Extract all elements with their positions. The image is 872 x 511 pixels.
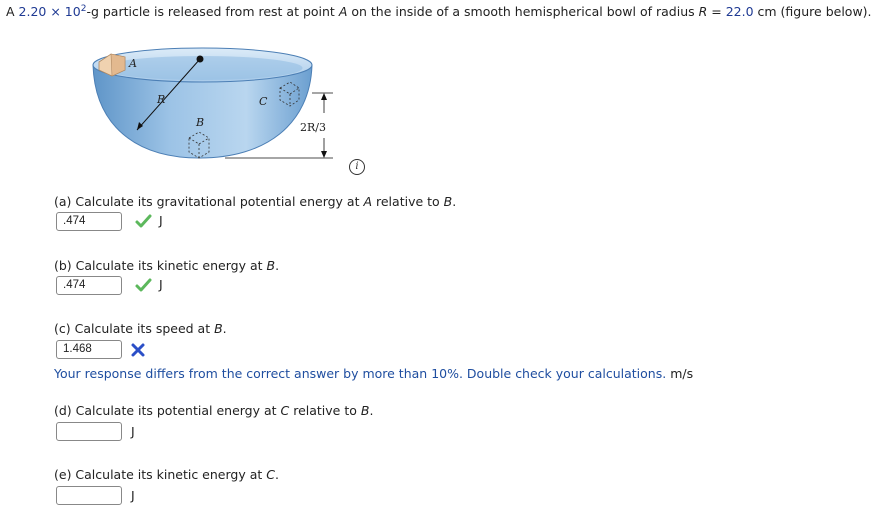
question-text: . — [274, 467, 279, 482]
check-icon — [136, 278, 151, 292]
answer-e-unit: J — [131, 488, 135, 503]
mass-value: 2.20 × 10 — [18, 4, 81, 20]
question-text: (e) Calculate its kinetic energy at — [54, 467, 267, 482]
question-text: . — [275, 258, 280, 273]
question-b — [54, 258, 279, 273]
question-text: relative to — [372, 194, 444, 209]
answer-a-unit: J — [159, 213, 163, 228]
question-e — [54, 467, 279, 482]
label-b: B — [196, 116, 205, 129]
answer-e-input[interactable] — [56, 486, 122, 505]
question-a — [54, 194, 456, 209]
mass-exponent: 2 — [80, 4, 87, 14]
cross-icon — [131, 343, 145, 357]
question-d — [54, 403, 373, 418]
question-point: C — [280, 403, 290, 418]
question-text: (c) Calculate its speed at — [54, 321, 215, 336]
question-point: C — [266, 467, 275, 482]
feedback-message — [54, 366, 693, 381]
label-height: 2R/3 — [300, 121, 326, 134]
problem-statement — [6, 4, 872, 19]
bowl-figure — [85, 40, 385, 185]
prompt-text: A — [6, 4, 19, 20]
answer-c-unit: m/s — [670, 366, 694, 381]
question-point: A — [363, 194, 373, 209]
prompt-text: -g particle is released from rest at point — [86, 4, 339, 20]
question-text: . — [222, 321, 227, 336]
question-text: . — [369, 403, 374, 418]
radius-symbol: R — [698, 4, 708, 20]
label-c: C — [259, 95, 268, 108]
question-point: B — [214, 321, 223, 336]
answer-c-input[interactable]: 1.468 — [56, 340, 122, 359]
info-icon[interactable]: i — [349, 159, 365, 175]
question-text: (a) Calculate its gravitational potential energy at — [54, 194, 364, 209]
prompt-text: on the inside of a smooth hemispherical bowl of radius — [347, 4, 699, 20]
answer-b-input[interactable]: .474 — [56, 276, 122, 295]
radius-value: 22.0 — [725, 4, 754, 20]
question-text: . — [452, 194, 457, 209]
question-text: (d) Calculate its potential energy at — [54, 403, 281, 418]
answer-d-input[interactable] — [56, 422, 122, 441]
prompt-text: = — [707, 4, 726, 20]
answer-b-unit: J — [159, 277, 163, 292]
answer-a-input[interactable]: .474 — [56, 212, 122, 231]
feedback-text: Your response differs from the correct answer by more than 10%. Double check your calculations. — [54, 366, 667, 381]
question-c — [54, 321, 227, 336]
question-text: (b) Calculate its kinetic energy at — [54, 258, 267, 273]
question-point: B — [266, 258, 276, 273]
label-r: R — [157, 93, 166, 106]
question-text: relative to — [289, 403, 361, 418]
question-point: B — [360, 403, 370, 418]
prompt-text: cm (figure below). — [753, 4, 872, 20]
label-a: A — [129, 57, 137, 70]
question-point: B — [443, 194, 453, 209]
check-icon — [136, 214, 151, 228]
point-a-label: A — [338, 4, 348, 20]
answer-d-unit: J — [131, 424, 135, 439]
